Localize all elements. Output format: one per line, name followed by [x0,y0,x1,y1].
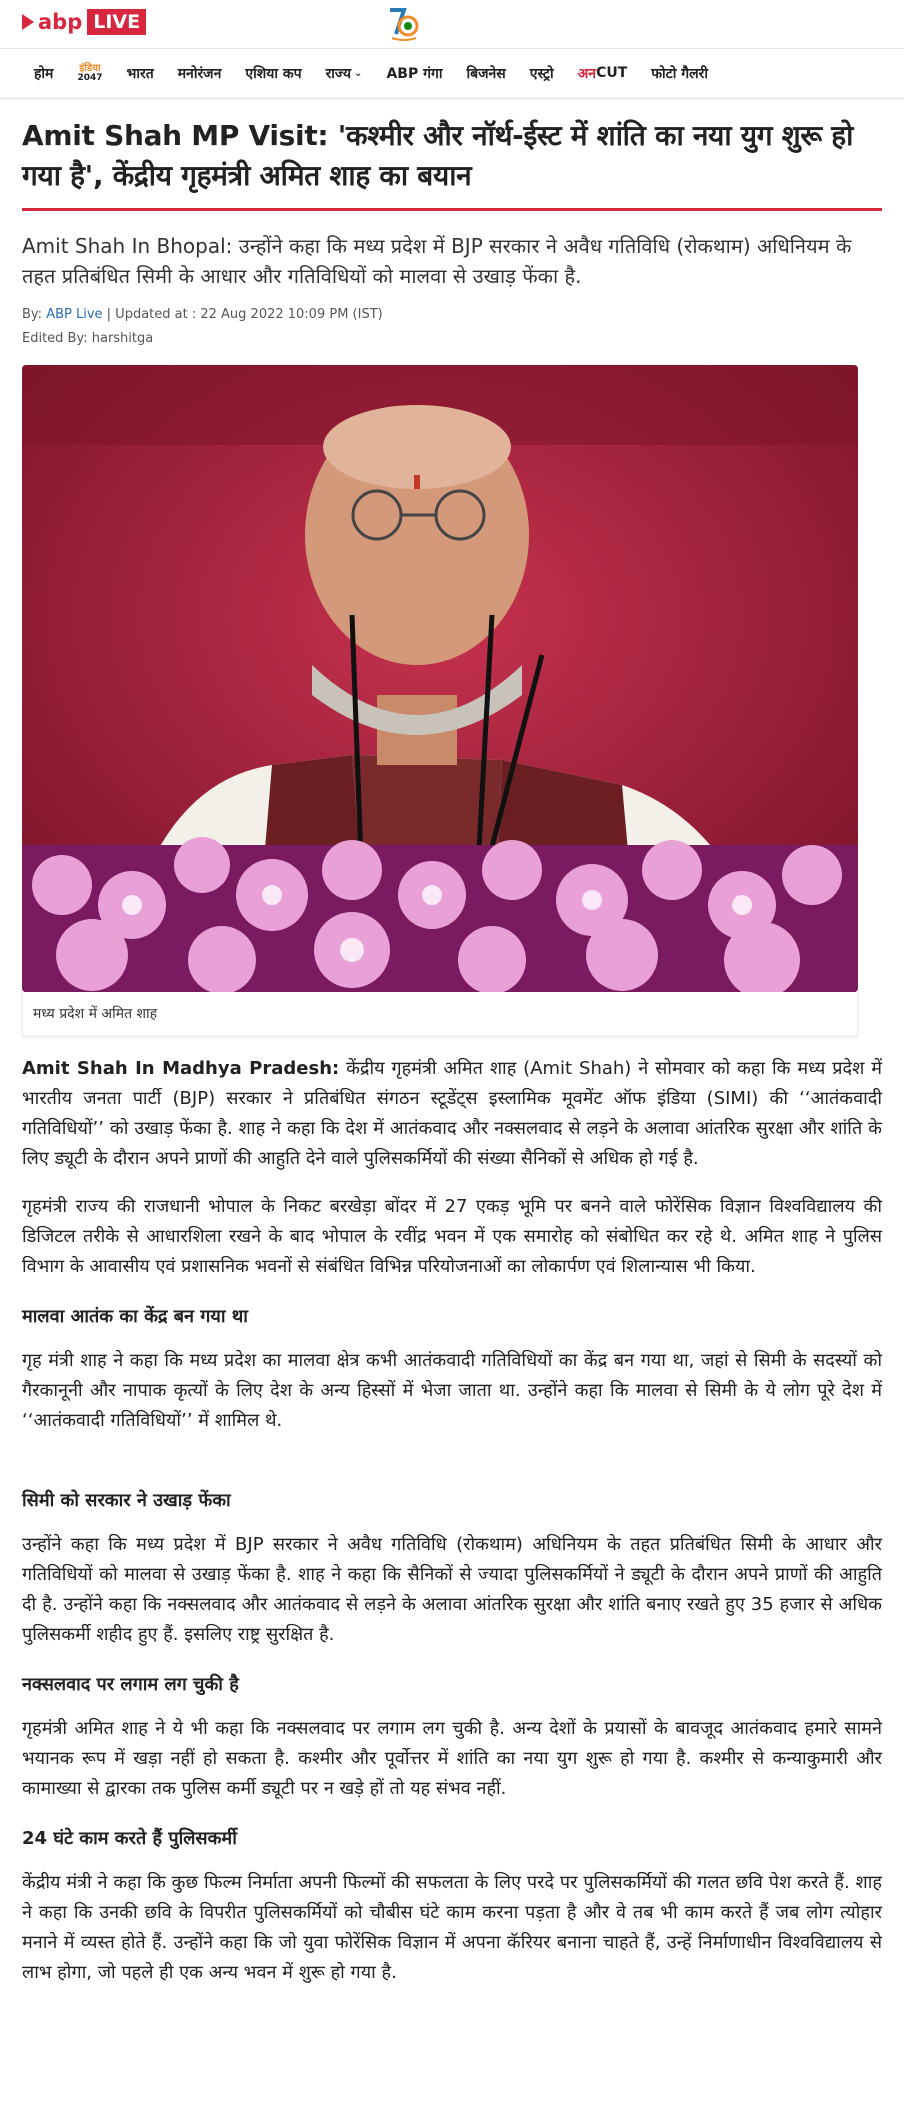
site-header [0,0,904,49]
nav-uncut[interactable] [578,64,628,83]
by-prefix: By: [22,307,43,322]
abp-live-logo[interactable] [22,9,146,35]
article-paragraph: गृह मंत्री शाह ने कहा कि मध्य प्रदेश का मालवा क्षेत्र कभी आतंकवादी गतिविधियों का केंद्र बन गया था, जहां से सिमी के सदस्यों को गैरकानूनी और नापाक कृत्यों के लिए देश के अन्य हिस्सों में भेजा जाता था. उन्होंने कहा कि मालवा से सिमी के ये लोग पूरे देश में ‘‘आतंकवादी गतिविधियों’’ में शामिल थे. [22,1350,882,1431]
updated-time: | Updated at : 22 Aug 2022 10:09 PM (IST) [106,307,383,322]
nav-india-2047[interactable] [77,64,102,83]
article-subheading: मालवा आतंक का केंद्र बन गया था [22,1306,248,1327]
article-paragraph: केंद्रीय मंत्री ने कहा कि कुछ फिल्म निर्माता अपनी फिल्मों की सफलता के लिए परदे पर पुलिसकर्मियों की गलत छवि पेश करते हैं. शाह ने कहा कि उनकी छवि के विपरीत पुलिसकर्मियों को चौबीस घंटे काम करना पड़ता है और वे तब भी काम करते हैं जब लोग त्योहार मनाने में व्यस्त होते हैं. उन्होंने कहा कि जो युवा फोरेंसिक विज्ञान में अपना कॅरियर बनाना चाहते हैं, उन्हें निर्माणाधीन विश्वविद्यालय से लाभ होगा, जो पहले ही एक अन्य भवन में शुरू हो गया है. [22,1872,882,1983]
article-subheading: सिमी को सरकार ने उखाड़ फेंका [22,1490,231,1511]
article-paragraph [22,1054,882,1174]
nav-states[interactable] [326,64,363,83]
chevron-down-icon: ⌄ [354,67,363,79]
nav-manoranjan[interactable]: मनोरंजन [177,65,222,82]
india-2047-top: इंडिया [79,62,101,74]
live-badge: LIVE [87,9,146,35]
uncut-b: CUT [596,65,628,81]
uncut-a: अन [577,65,597,82]
article-paragraph: गृहमंत्री अमित शाह ने ये भी कहा कि नक्सलवाद पर लगाम लग चुकी है. अन्य देशों के प्रयासों के बावजूद आतंकवाद हमारे सामने भयानक रूप में खड़ा नहीं हो सकता है. कश्मीर और पूर्वोत्तर में शांति का नया युग शुरू हो गया है. कश्मीर से कन्याकुमारी और कामाख्या से द्वारका तक पुलिस कर्मी ड्यूटी पर न खड़े हों तो यह संभव नहीं. [22,1718,882,1799]
article-paragraph: उन्होंने कहा कि मध्य प्रदेश में BJP सरकार ने अवैध गतिविधि (रोकथाम) अधिनियम के तहत प्रतिबंधित सिमी के आधार और गतिविधियों को मालवा से उखाड़ फेंका है. शाह ने कहा कि सैनिकों से ज्यादा पुलिसकर्मियों ने ड्यूटी के दौरान अपने प्राणों की आहुति दी है. उन्होंने कहा कि नक्सलवाद और आतंकवाद से लड़ने के अलावा आंतरिक सुरक्षा और शांति बनाए रखते हुए 35 हजार से अधिक पुलिसकर्मी शहीद हुए हैं. इसलिए राष्ट्र सुरक्षित है. [22,1534,882,1645]
article-byline [22,303,882,351]
article-subheading: 24 घंटे काम करते हैं पुलिसकर्मी [22,1828,237,1849]
edited-by: Edited By: harshitga [22,331,154,346]
nav-business[interactable]: बिजनेस [466,65,506,82]
logo-text: abp [38,10,83,34]
author-link[interactable]: ABP Live [46,307,103,322]
image-caption: मध्य प्रदेश में अमित शाह [22,992,858,1036]
nav-states-label: राज्य [325,65,352,82]
nav-asia-cup[interactable]: एशिया कप [245,65,302,82]
play-icon [22,14,34,30]
nav-bharat[interactable]: भारत [126,65,154,82]
article-headline: Amit Shah MP Visit: 'कश्मीर और नॉर्थ-ईस्ट में शांति का नया युग शुरू हो गया है', केंद्रीय गृहमंत्री अमित शाह का बयान [22,119,854,192]
abp-logo-text [22,10,82,34]
india-2047-label [77,64,102,83]
hero-image [22,365,858,992]
azadi-emblem-icon [386,4,422,42]
nav-home[interactable]: होम [34,65,54,82]
main-nav [0,49,904,100]
article [0,116,904,1988]
headline-divider [22,208,882,211]
lead-text: केंद्रीय गृहमंत्री अमित शाह (Amit Shah) ने सोमवार को कहा कि मध्य प्रदेश में भारतीय जनता पार्टी (BJP) सरकार ने प्रतिबंधित संगठन स्टूडेंट्स इस्लामिक मूवमेंट ऑफ इंडिया (SIMI) की ‘‘आतंकवादी गतिविधियों’’ को उखाड़ फेंका है. शाह ने कहा कि देश में आतंकवाद और नक्सलवाद से लड़ने के अलावा आंतरिक सुरक्षा और शांति के लिए ड्यूटी के दौरान अपने प्राणों की आहुति देने वाले पुलिसकर्मियों की संख्या सैनिकों से अधिक हो गई है. [22,1058,882,1169]
article-subheading: नक्सलवाद पर लगाम लग चुकी है [22,1674,239,1695]
lead-bold: Amit Shah In Madhya Pradesh: [22,1058,340,1079]
nav-astro[interactable]: एस्ट्रो [529,65,554,82]
article-summary: Amit Shah In Bhopal: उन्होंने कहा कि मध्य प्रदेश में BJP सरकार ने अवैध गतिविधि (रोकथाम) अधिनियम के तहत प्रतिबंधित सिमी के आधार और गतिविधियों को मालवा से उखाड़ फेंका है. [22,234,852,288]
nav-abp-ganga[interactable]: ABP गंगा [386,65,443,82]
nav-photo-gallery[interactable]: फोटो गैलरी [651,65,708,82]
article-paragraph: गृहमंत्री राज्य की राजधानी भोपाल के निकट बरखेड़ा बोंदर में 27 एकड़ भूमि पर बनने वाले फोरेंसिक विज्ञान विश्वविद्यालय की डिजिटल तरीके से आधारशिला रखने के बाद भोपाल के रवींद्र भवन में एक समारोह को संबोधित कर रहे थे. अमित शाह ने पुलिस विभाग के आवासीय एवं प्रशासनिक भवनों से संबंधित विभिन्न परियोजनाओं का लोकार्पण एवं शिलान्यास भी किया. [22,1196,882,1277]
hero-photo [22,365,858,992]
india-2047-bottom: 2047 [77,72,103,83]
